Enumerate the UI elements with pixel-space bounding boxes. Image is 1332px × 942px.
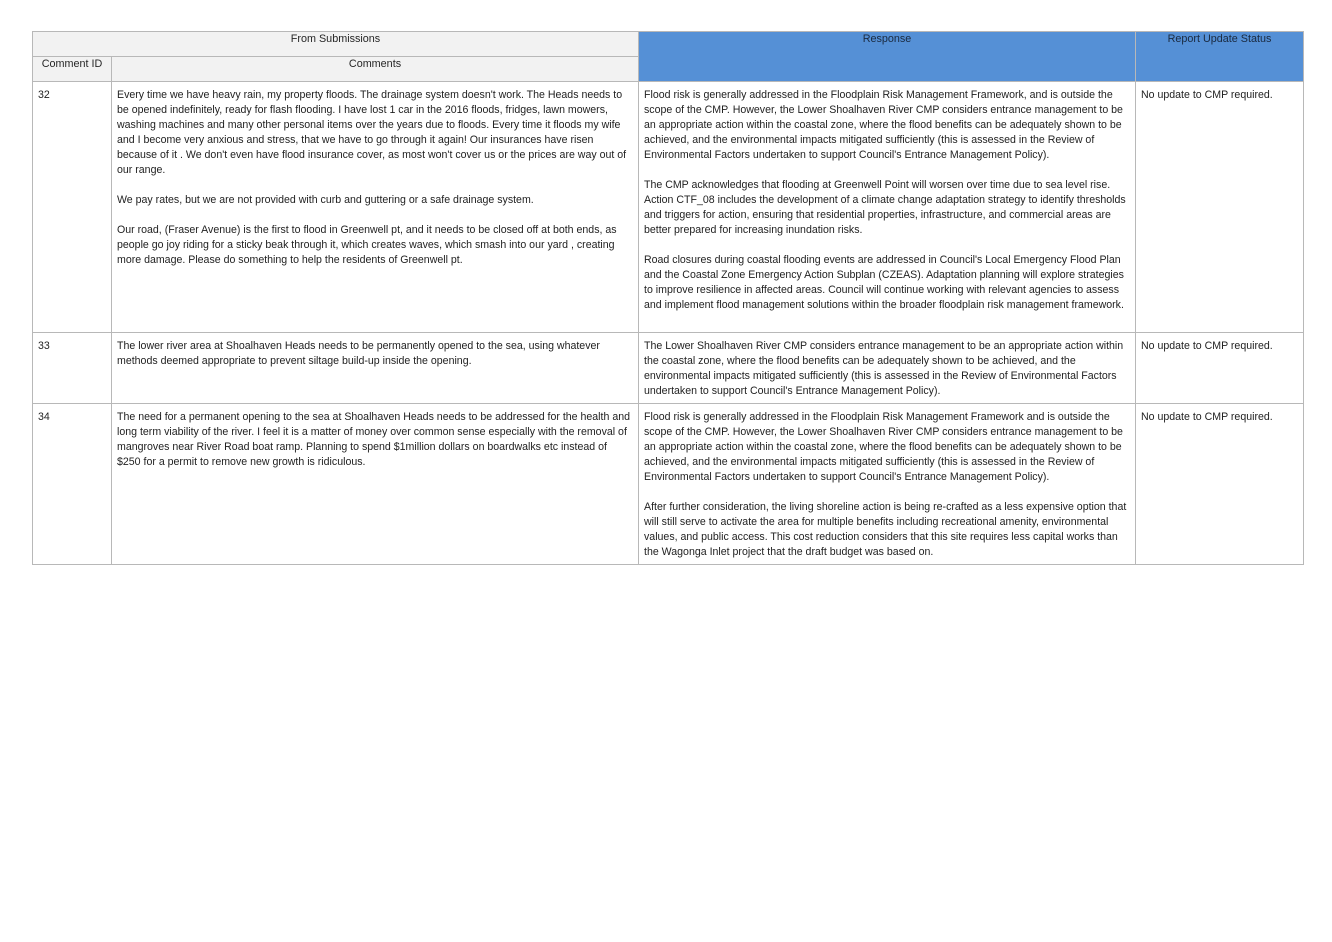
response-paragraph: After further consideration, the living shoreline action is being re-crafted as a less expensive option that will still serve to activate the area for multiple benefits including recreational amenity, environmental values, and public access. This cost reduction considers that this site requires less capital works than the Wagonga Inlet project that the draft budget was based on. xyxy=(644,501,1127,558)
comment-paragraph: The lower river area at Shoalhaven Heads needs to be permanently opened to the sea, using whatever methods deemed appropriate to prevent siltage build-up inside the opening. xyxy=(117,340,600,367)
status-cell xyxy=(1136,404,1304,565)
column-header-comments: Comments xyxy=(112,57,639,82)
comment-id-cell xyxy=(33,82,112,333)
comments-cell xyxy=(112,82,639,333)
response-paragraph: The CMP acknowledges that flooding at Greenwell Point will worsen over time due to sea level rise. Action CTF_08 includes the development of a climate change adaptation strategy to identify thresholds and triggers for action, ensuring that residential properties, infrastructure, and commercial areas are better prepared for increasing inundation risks. xyxy=(644,179,1126,236)
response-cell xyxy=(639,82,1136,333)
comment-id-cell xyxy=(33,333,112,404)
response-paragraph: The Lower Shoalhaven River CMP considers entrance management to be an appropriate action within the coastal zone, where the flood benefits can be adequately shown to be achieved, and the environmental impacts mitigated sufficiently (this is assessed in the Review of Environmental Factors undertaken to support Council's Entrance Management Policy). xyxy=(644,340,1124,397)
table-row xyxy=(33,82,1304,333)
response-paragraph: Road closures during coastal flooding events are addressed in Council's Local Emergency Flood Plan and the Coastal Zone Emergency Action Subplan (CZEAS). Adaptation planning will explore strategies to improve resilience in affected areas. Council will continue working with relevant agencies to assess and implement flood management solutions within the broader floodplain risk management framework. xyxy=(644,254,1124,311)
response-paragraph: Flood risk is generally addressed in the Floodplain Risk Management Framework, and is outside the scope of the CMP. However, the Lower Shoalhaven River CMP considers entrance management to be an appropriate action within the coastal zone, where the flood benefits can be adequately shown to be achieved, and the environmental impacts mitigated sufficiently (this is assessed in the Review of Environmental Factors undertaken to support Council's Entrance Management Policy). xyxy=(644,89,1123,161)
response-cell xyxy=(639,333,1136,404)
table-row xyxy=(33,404,1304,565)
response-cell xyxy=(639,404,1136,565)
report-update-status: No update to CMP required. xyxy=(1141,411,1273,423)
status-cell xyxy=(1136,82,1304,333)
column-header-response: Response xyxy=(639,32,1136,82)
comment-paragraph: Our road, (Fraser Avenue) is the first to flood in Greenwell pt, and it needs to be closed off at both ends, as people go joy riding for a sticky beak through it, which creates waves, which smash into our yard , creating more damage. Please do something to help the residents of Greenwell pt. xyxy=(117,224,617,266)
comment-paragraph: Every time we have heavy rain, my property floods. The drainage system doesn't work. The Heads needs to be opened indefinitely, ready for flash flooding. I have lost 1 car in the 2016 floods, fridges, lawn mowers, washing machines and many other personal items over the years due to floods. Every time it floods my wife and I become very anxious and stress, that we have to go through it again! Our insurances have risen because of it . We don't even have flood insurance cover, as most won't cover us or the prices are way out of our range. xyxy=(117,89,627,176)
comments-cell xyxy=(112,404,639,565)
comment-id-cell xyxy=(33,404,112,565)
comment-id: 33 xyxy=(38,340,50,352)
response-paragraph: Flood risk is generally addressed in the Floodplain Risk Management Framework and is outside the scope of the CMP. However, the Lower Shoalhaven River CMP considers entrance management to be an appropriate action within the coastal zone, where the flood benefits can be adequately shown to be achieved, and the environmental impacts mitigated sufficiently (this is assessed in the Review of Environmental Factors undertaken to support Council's Entrance Management Policy). xyxy=(644,411,1123,483)
table-row xyxy=(33,333,1304,404)
comment-paragraph: We pay rates, but we are not provided with curb and guttering or a safe drainage system. xyxy=(117,194,534,206)
report-update-status: No update to CMP required. xyxy=(1141,340,1273,352)
comment-id: 34 xyxy=(38,411,50,423)
comment-id: 32 xyxy=(38,89,50,101)
group-header-from-submissions: From Submissions xyxy=(33,32,639,57)
report-update-status: No update to CMP required. xyxy=(1141,89,1273,101)
column-header-comment-id: Comment ID xyxy=(33,57,112,82)
submissions-response-table xyxy=(32,31,1304,565)
column-header-report-update-status: Report Update Status xyxy=(1136,32,1304,82)
status-cell xyxy=(1136,333,1304,404)
comment-paragraph: The need for a permanent opening to the sea at Shoalhaven Heads needs to be addressed for the health and long term viability of the river. I feel it is a matter of money over common sense especially with the removal of mangroves near River Road boat ramp. Planning to spend $1million dollars on boardwalks etc instead of $250 for a permit to remove new growth is ridiculous. xyxy=(117,411,630,468)
comments-cell xyxy=(112,333,639,404)
